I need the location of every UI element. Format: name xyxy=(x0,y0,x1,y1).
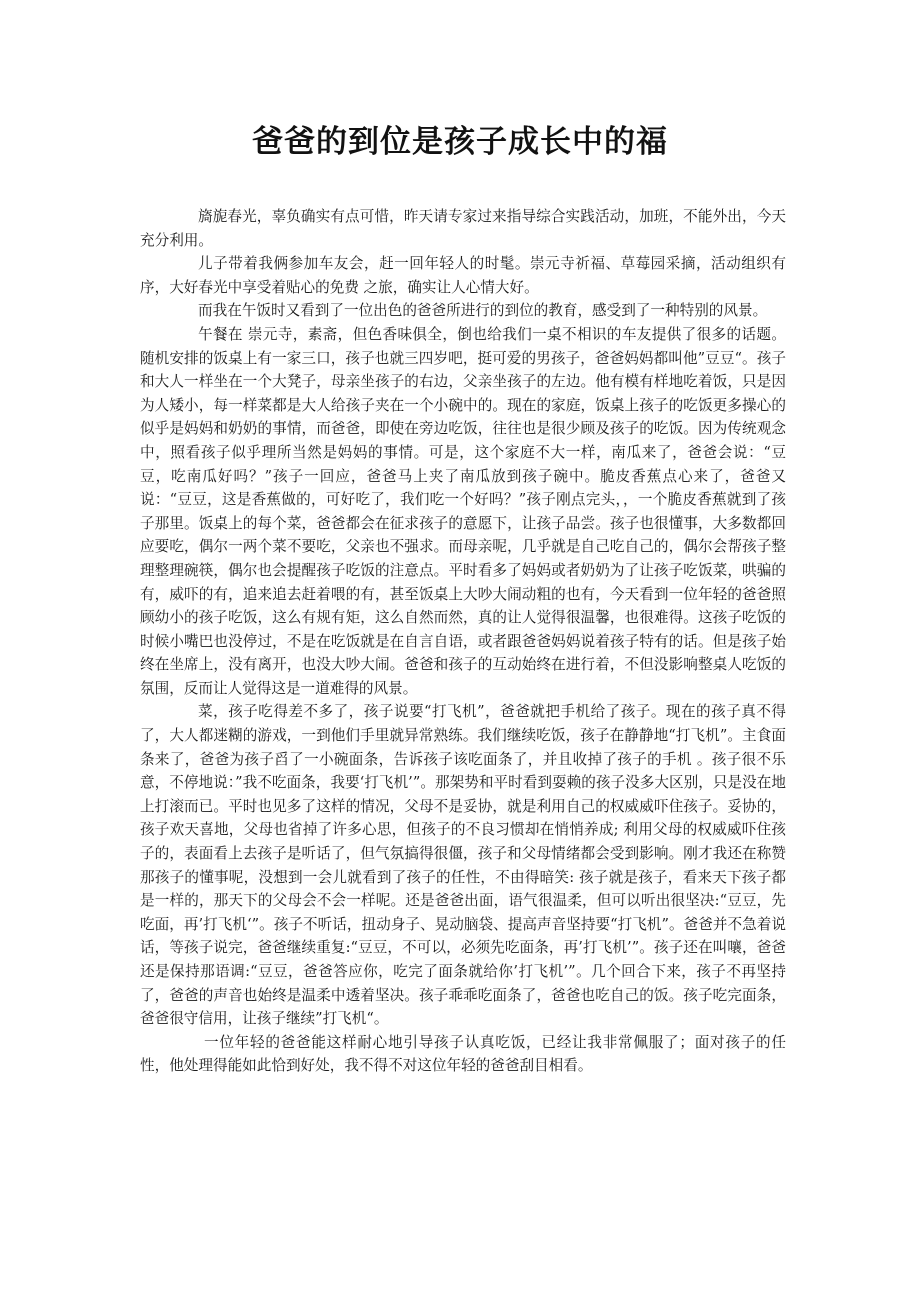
paragraph-6: 一位年轻的爸爸能这样耐心地引导孩子认真吃饭，已经让我非常佩服了；面对孩子的任性，他处理得能如此恰到好处，我不得不对这位年轻的爸爸刮目相看。 xyxy=(140,1033,786,1075)
document-body xyxy=(140,205,786,1078)
paragraph-3: 而我在午饭时又看到了一位出色的爸爸所进行的到位的教育，感受到了一种特别的风景。 xyxy=(198,302,768,320)
paragraph-2: 儿子带着我俩参加车友会，赶一回年轻人的时髦。崇元寺祈福、草莓园采摘，活动组织有序，大好春光中享受着贴心的免费 之旅，确实让人心情大好。 xyxy=(140,255,786,296)
document-title: 爸爸的到位是孩子成长中的福 xyxy=(252,124,668,160)
paragraph-1: 旖旎春光，辜负确实有点可惜，昨天请专家过来指导综合实践活动，加班，不能外出，今天充分利用。 xyxy=(140,208,786,249)
paragraph-5: 菜，孩子吃得差不多了，孩子说要“打飞机”，爸爸就把手机给了孩子。现在的孩子真不得了，大人都迷糊的游戏，一到他们手里就异常熟练。我们继续吃饭，孩子在静静地“打飞机”。主食面条来了，爸爸为孩子舀了一小碗面条，告诉孩子该吃面条了，并且收掉了孩子的手机 。孩子很不乐意，不停地说：”我不吃面条，我要‘打飞机’”。那架势和平时看到耍赖的孩子没多大区别，只是没在地上打滚而已。平时也见多了这样的情况，父母不是妥协，就是利用自己的权威威吓住孩子。妥协的，孩子欢天喜地，父母也省掉了许多心思，但孩子的不良习惯却在悄悄养成; 利用父母的权威威吓住孩子的，表面看上去孩子是听话了，但气氛搞得很僵，孩子和父母情绪都会受到影响。刚才我还在称赞那孩子的懂事呢，没想到一会儿就看到了孩子的任性，不由得暗笑: 孩子就是孩子，看来天下孩子都是一样的，那天下的父母会不会一样呢。还是爸爸出面，语气很温柔，但可以听出很坚决:“豆豆，先吃面，再’打飞机‘”。孩子不听话，扭动身子、晃动脑袋、提高声音坚持要“打飞机”。爸爸并不急着说话，等孩子说完，爸爸继续重复:“豆豆，不可以，必须先吃面条，再’打飞机’”。孩子还在叫嚷，爸爸还是保持那语调:“豆豆，爸爸答应你，吃完了面条就给你’打飞机’”。几个回合下来，孩子不再坚持了，爸爸的声音也始终是温柔中透着坚决。孩子乖乖吃面条了，爸爸也吃自己的饭。孩子吃完面条，爸爸很守信用，让孩子继续”打飞机“。 xyxy=(140,703,786,1028)
paragraph-4: 午餐在 崇元寺，素斋，但色香味俱全，倒也给我们一桌不相识的车友提供了很多的话题。随机安排的饭桌上有一家三口，孩子也就三四岁吧，挺可爱的男孩子，爸爸妈妈都叫他”豆豆“。孩子和大人一样坐在一个大凳子，母亲坐孩子的右边，父亲坐孩子的左边。他有模有样地吃着饭，只是因为人矮小，每一样菜都是大人给孩子夹在一个小碗中的。现在的家庭，饭桌上孩子的吃饭更多操心的似乎是妈妈和奶奶的事情，而爸爸，即使在旁边吃饭，往往也是很少顾及孩子的吃饭。因为传统观念中，照看孩子似乎理所当然是妈妈的事情。可是，这个家庭不大一样，南瓜来了，爸爸会说：“豆豆，吃南瓜好吗？”孩子一回应，爸爸马上夹了南瓜放到孩子碗中。脆皮香蕉点心来了，爸爸又说：“豆豆，这是香蕉做的，可好吃了，我们吃一个好吗？”孩子刚点完头，，一个脆皮香蕉就到了孩子那里。饭桌上的每个菜，爸爸都会在征求孩子的意愿下，让孩子品尝。孩子也很懂事，大多数都回应要吃，偶尔一两个菜不要吃，父亲也不强求。而母亲呢，几乎就是自己吃自己的，偶尔会帮孩子整理整理碗筷，偶尔也会提醒孩子吃饭的注意点。平时看多了妈妈或者奶奶为了让孩子吃饭菜，哄骗的有，威吓的有，追来追去赶着喂的有，甚至饭桌上大吵大闹动粗的也有，今天看到一位年轻的爸爸照顾幼小的孩子吃饭，这么有规有矩，这么自然而然，真的让人觉得很温馨，也很难得。这孩子吃饭的时候小嘴巴也没停过，不是在吃饭就是在自言自语，或者跟爸爸妈妈说着孩子特有的话。但是孩子始终在坐席上，没有离开，也没大吵大闹。爸爸和孩子的互动始终在进行着，不但没影响整桌人吃饭的氛围，反而让人觉得这是一道难得的风景。 xyxy=(140,325,786,697)
